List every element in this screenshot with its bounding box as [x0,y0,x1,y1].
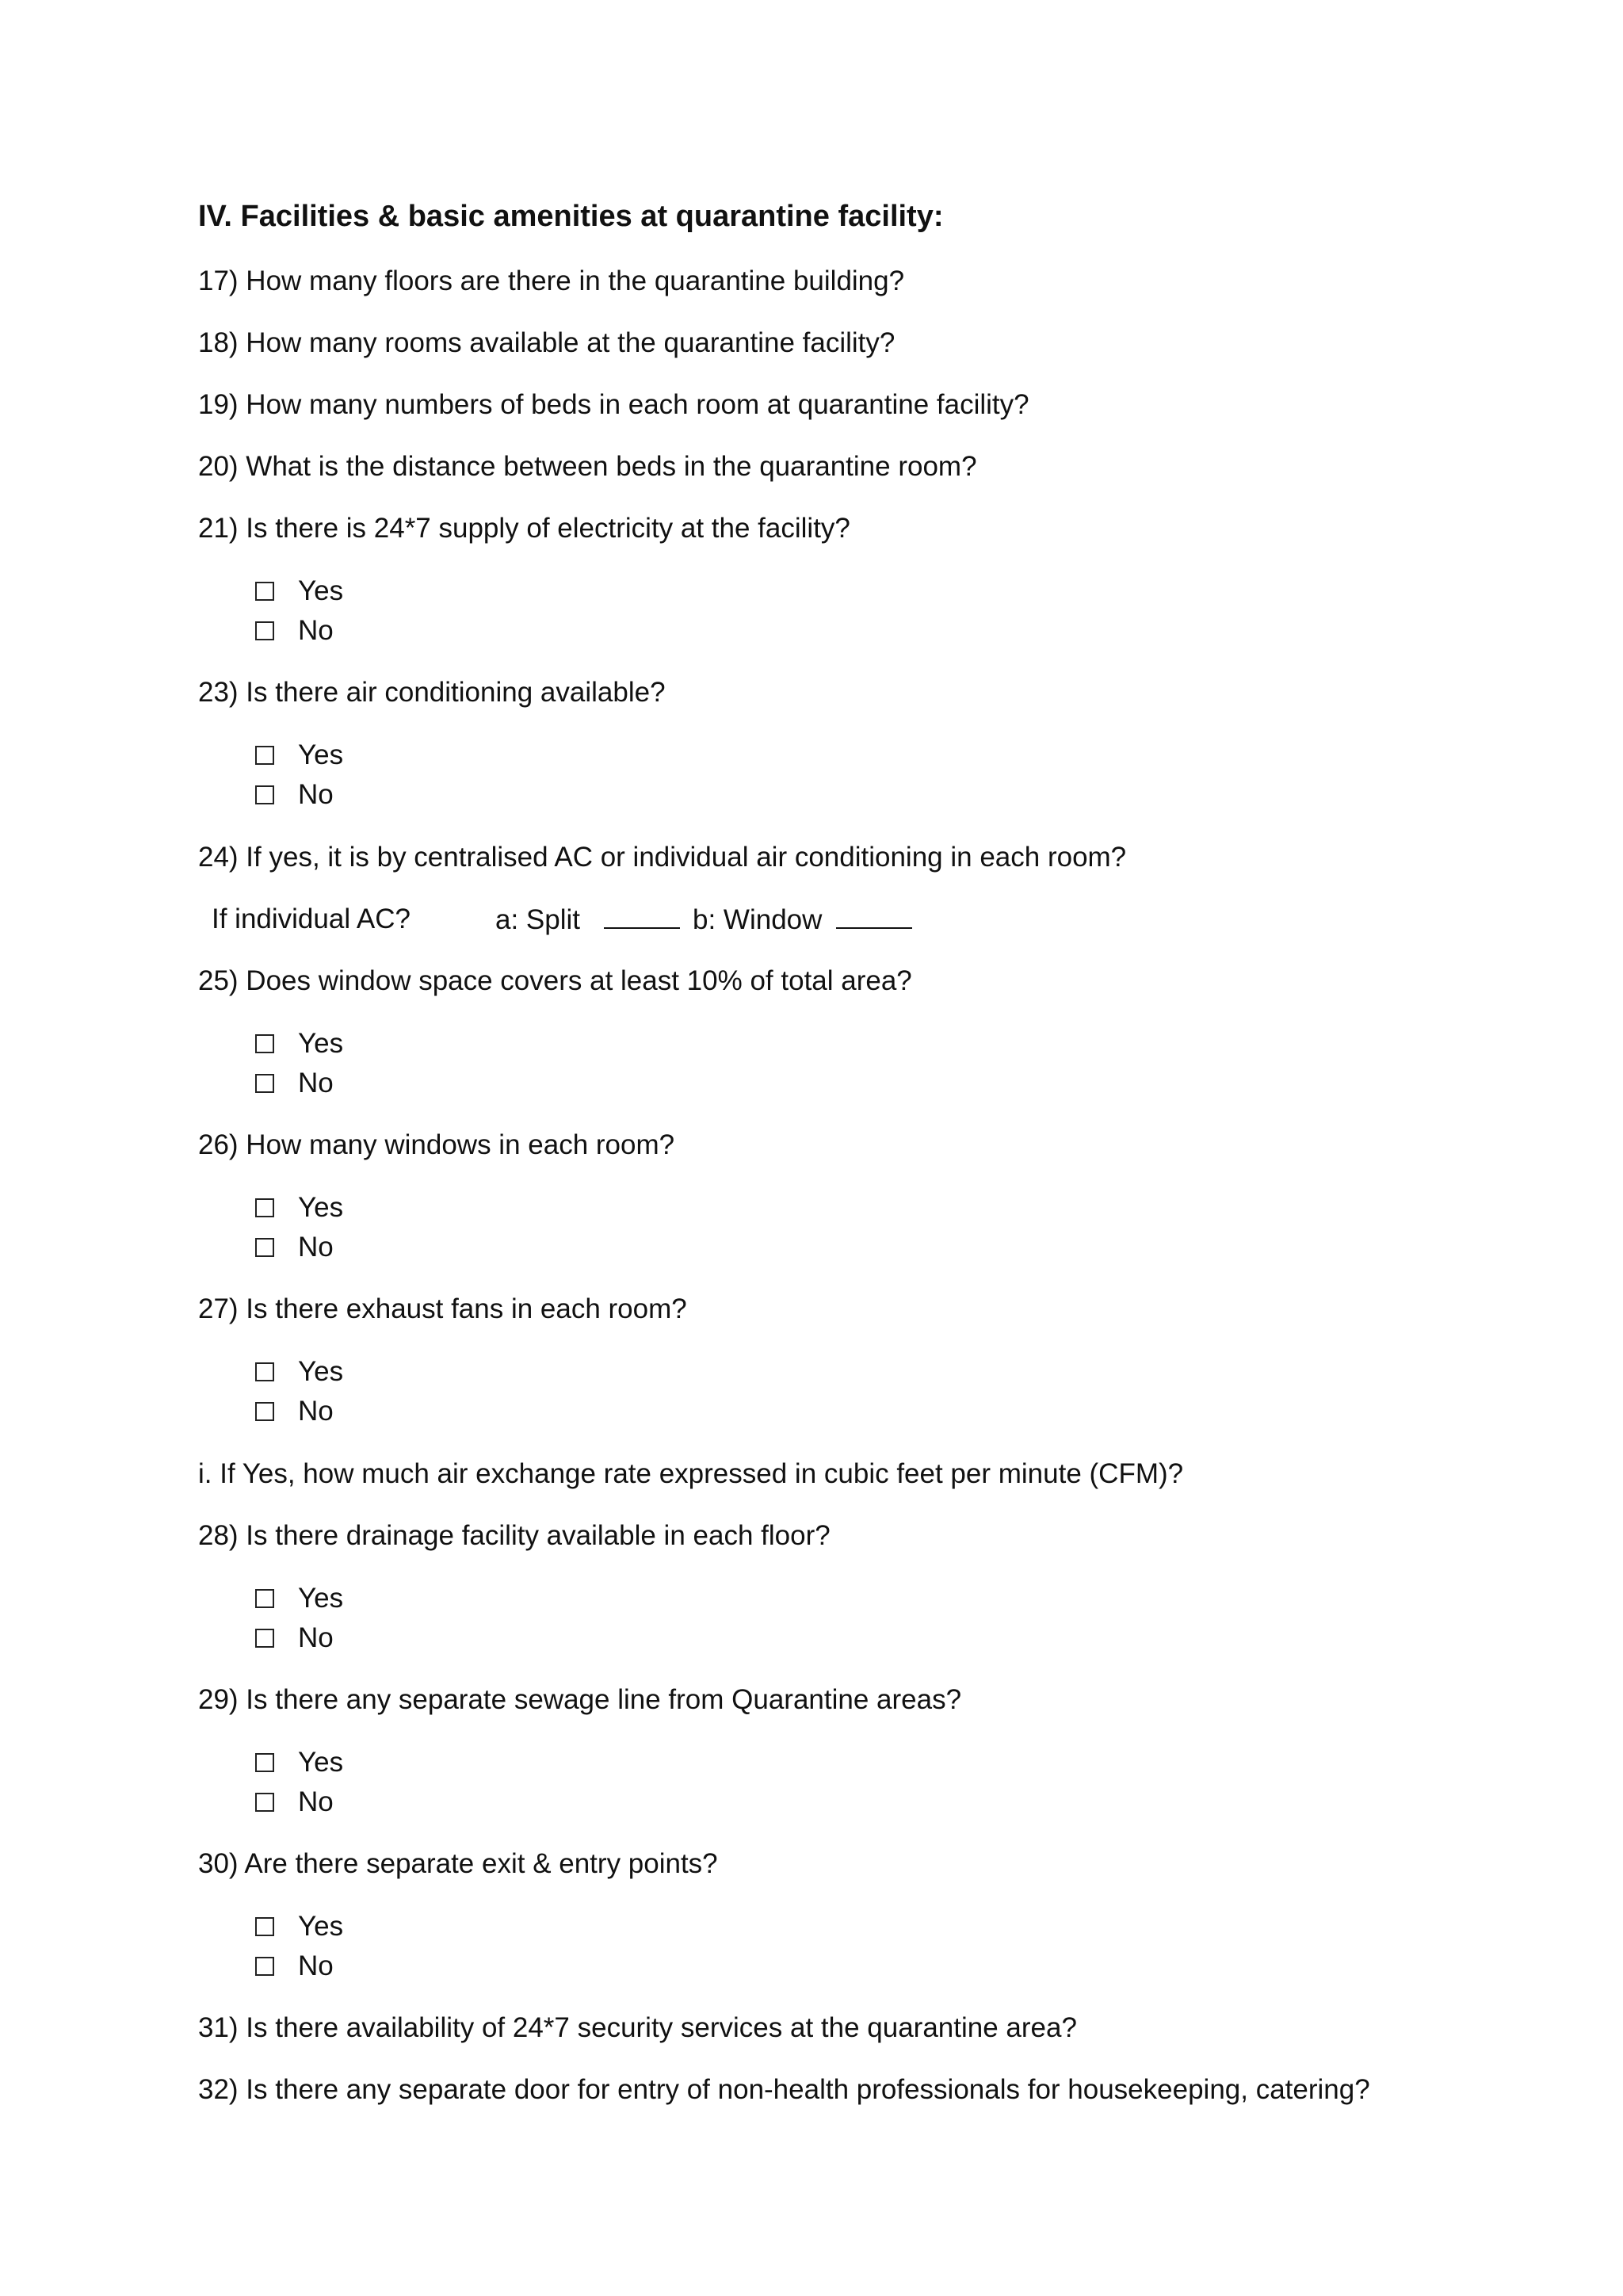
question-20: 20) What is the distance between beds in the quarantine room? [198,451,977,482]
section-heading: IV. Facilities & basic amenities at quarantine facility: [198,200,944,233]
checkbox-icon[interactable] [255,746,274,765]
checkbox-icon[interactable] [255,1198,274,1217]
option-label: No [298,1950,334,1981]
question-18: 18) How many rooms available at the quarantine facility? [198,327,896,358]
checkbox-icon[interactable] [255,1917,274,1936]
option-label: Yes [298,1356,344,1387]
checkbox-icon[interactable] [255,621,274,640]
q27-option-yes[interactable] [255,1354,343,1389]
ac-split-row [495,902,680,938]
question-29: 29) Is there any separate sewage line from Quarantine areas? [198,1684,962,1715]
question-32: 32) Is there any separate door for entry of non-health professionals for housekeeping, catering? [198,2074,1370,2105]
q25-option-yes[interactable] [255,1026,343,1061]
option-label: Yes [298,1747,344,1778]
option-label: Yes [298,1028,344,1059]
question-27-sub-i: i. If Yes, how much air exchange rate expressed in cubic feet per minute (CFM)? [198,1458,1184,1489]
q29-option-no[interactable] [255,1785,334,1820]
checkbox-icon[interactable] [255,1074,274,1093]
checkbox-icon[interactable] [255,1793,274,1812]
q29-option-yes[interactable] [255,1745,343,1780]
question-31: 31) Is there availability of 24*7 security services at the quarantine area? [198,2012,1077,2043]
ac-window-label: b: Window [693,904,823,935]
option-label: Yes [298,1911,344,1942]
option-label: No [298,615,334,646]
q21-option-no[interactable] [255,613,334,648]
option-label: No [298,1396,334,1427]
question-26: 26) How many windows in each room? [198,1129,675,1160]
q26-option-no[interactable] [255,1230,334,1265]
checkbox-icon[interactable] [255,1753,274,1772]
question-24: 24) If yes, it is by centralised AC or individual air conditioning in each room? [198,842,1127,873]
ac-split-blank[interactable] [604,902,680,929]
question-21: 21) Is there is 24*7 supply of electricity at the facility? [198,513,850,544]
checkbox-icon[interactable] [255,1034,274,1053]
q28-option-no[interactable] [255,1621,334,1656]
option-label: No [298,1786,334,1817]
option-label: Yes [298,739,344,770]
question-17: 17) How many floors are there in the quarantine building? [198,266,905,296]
question-19: 19) How many numbers of beds in each room at quarantine facility? [198,389,1029,420]
option-label: No [298,779,334,810]
question-27: 27) Is there exhaust fans in each room? [198,1293,687,1324]
question-23: 23) Is there air conditioning available? [198,677,666,708]
ac-prompt: If individual AC? [212,904,411,934]
ac-split-label: a: Split [495,904,580,935]
q26-option-yes[interactable] [255,1190,343,1225]
q25-option-no[interactable] [255,1066,334,1101]
q23-option-yes[interactable] [255,738,343,773]
q30-option-yes[interactable] [255,1909,343,1944]
checkbox-icon[interactable] [255,785,274,804]
checkbox-icon[interactable] [255,1362,274,1381]
option-label: No [298,1622,334,1653]
q30-option-no[interactable] [255,1949,334,1984]
question-30: 30) Are there separate exit & entry points? [198,1848,718,1879]
question-28: 28) Is there drainage facility available in each floor? [198,1520,831,1551]
checkbox-icon[interactable] [255,1957,274,1976]
q23-option-no[interactable] [255,777,334,812]
question-25: 25) Does window space covers at least 10% of total area? [198,965,912,996]
checkbox-icon[interactable] [255,1238,274,1257]
checkbox-icon[interactable] [255,582,274,601]
option-label: Yes [298,1192,344,1223]
checkbox-icon[interactable] [255,1589,274,1608]
option-label: Yes [298,575,344,606]
ac-window-row [693,902,912,938]
q27-option-no[interactable] [255,1394,334,1429]
ac-window-blank[interactable] [836,902,912,929]
option-label: No [298,1068,334,1098]
option-label: No [298,1232,334,1263]
checkbox-icon[interactable] [255,1402,274,1421]
checkbox-icon[interactable] [255,1629,274,1648]
q21-option-yes[interactable] [255,574,343,609]
option-label: Yes [298,1583,344,1614]
q28-option-yes[interactable] [255,1581,343,1616]
